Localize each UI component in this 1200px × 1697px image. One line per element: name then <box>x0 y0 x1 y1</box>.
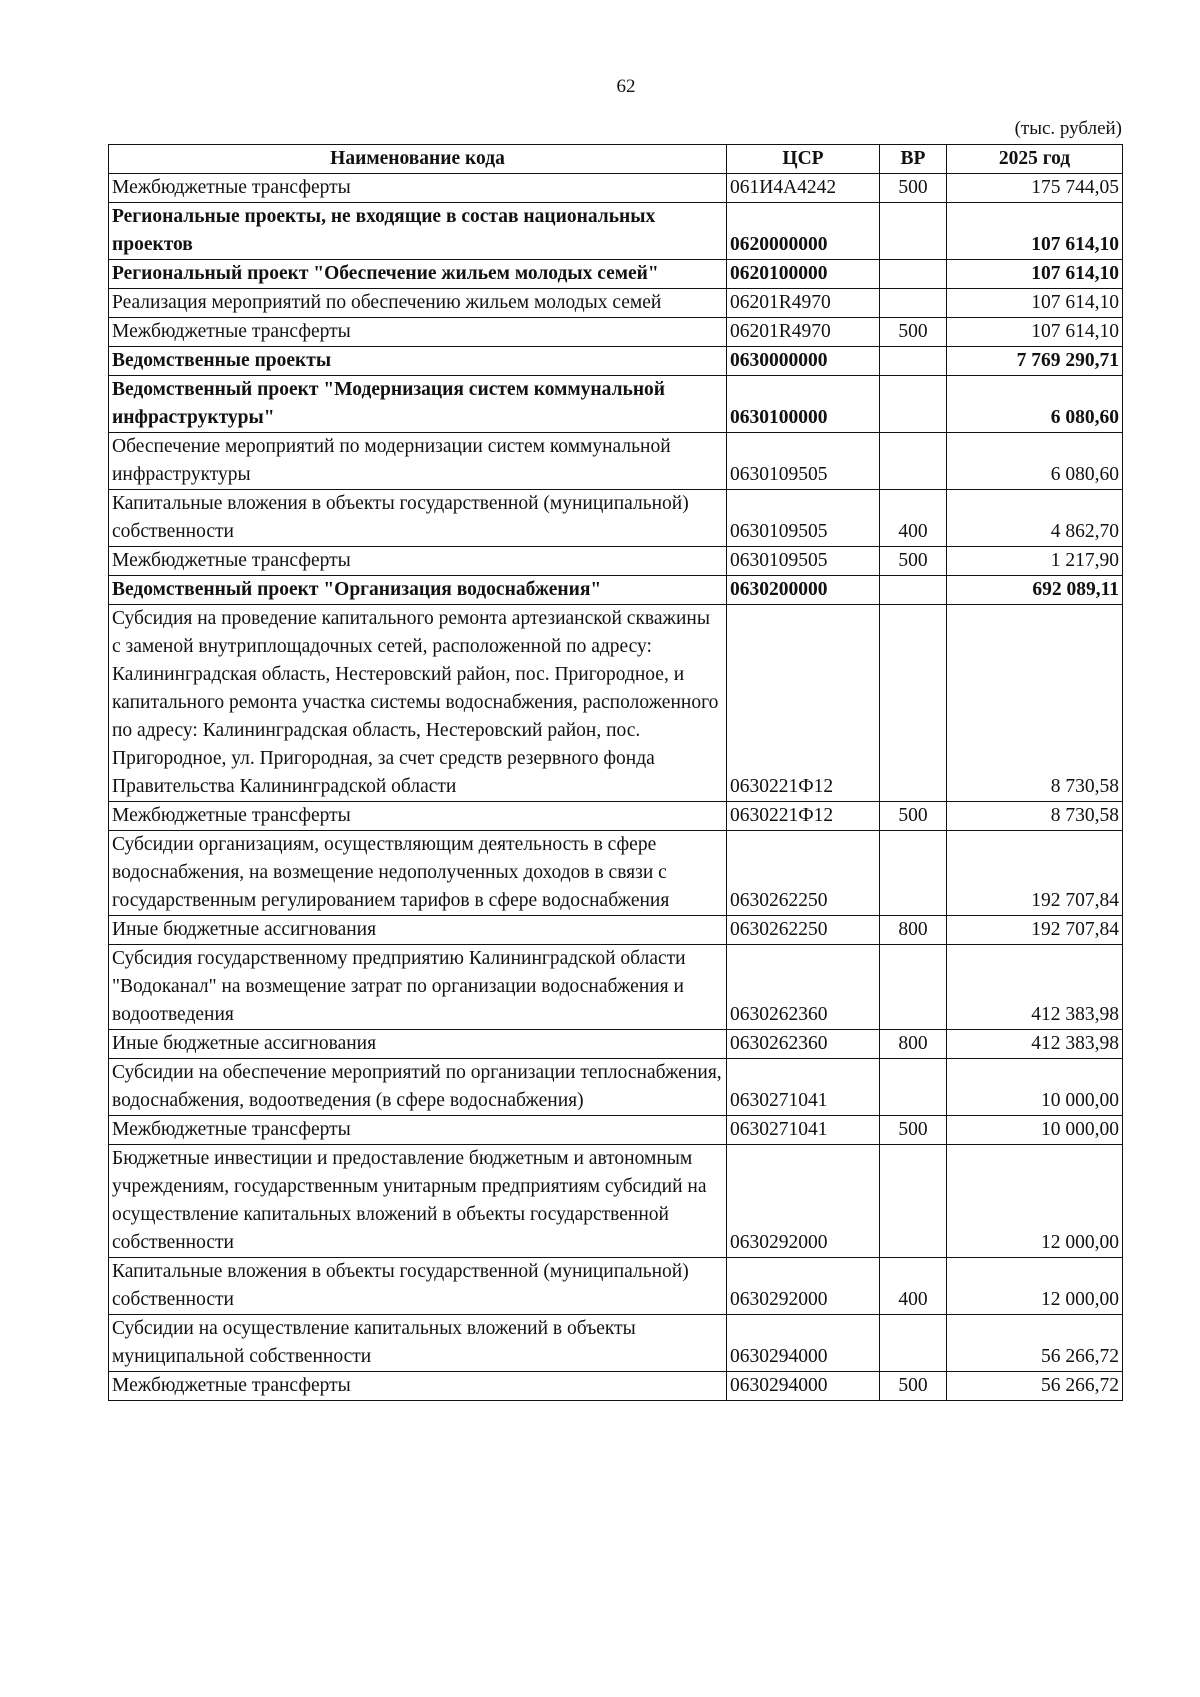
cell-vr: 500 <box>880 547 947 576</box>
cell-amount: 10 000,00 <box>947 1116 1123 1145</box>
table-row <box>109 490 1123 547</box>
cell-name: Субсидии на обеспечение мероприятий по организации теплоснабжения, водоснабжения, водоотведения (в сфере водоснабжения) <box>109 1059 727 1116</box>
cell-amount: 107 614,10 <box>947 318 1123 347</box>
cell-name: Субсидия на проведение капитального ремонта артезианской скважины с заменой внутриплощадочных сетей, расположенной по адресу: Калининградская область, Нестеровский район, пос. Пригородное, и капитального ремонта участка системы водоснабжения, расположенного по адресу: Калининградская область, Нестеровский район, пос. Пригородное, ул. Пригородная, за счет средств резервного фонда Правительства Калининградской области <box>109 605 727 802</box>
table-row <box>109 1258 1123 1315</box>
cell-name: Реализация мероприятий по обеспечению жильем молодых семей <box>109 289 727 318</box>
cell-vr <box>880 289 947 318</box>
cell-amount: 7 769 290,71 <box>947 347 1123 376</box>
cell-amount: 12 000,00 <box>947 1258 1123 1315</box>
cell-csr: 0630294000 <box>727 1372 880 1401</box>
cell-name: Капитальные вложения в объекты государственной (муниципальной) собственности <box>109 1258 727 1315</box>
cell-amount: 692 089,11 <box>947 576 1123 605</box>
cell-vr <box>880 433 947 490</box>
units-note: (тыс. рублей) <box>1014 118 1122 139</box>
cell-name: Региональные проекты, не входящие в состав национальных проектов <box>109 203 727 260</box>
cell-amount: 1 217,90 <box>947 547 1123 576</box>
cell-vr <box>880 1315 947 1372</box>
cell-vr: 500 <box>880 1372 947 1401</box>
cell-amount: 8 730,58 <box>947 605 1123 802</box>
cell-vr: 800 <box>880 1030 947 1059</box>
table-row <box>109 347 1123 376</box>
cell-amount: 56 266,72 <box>947 1372 1123 1401</box>
cell-amount: 107 614,10 <box>947 203 1123 260</box>
cell-csr: 0630100000 <box>727 376 880 433</box>
cell-csr: 0630294000 <box>727 1315 880 1372</box>
cell-csr: 0620100000 <box>727 260 880 289</box>
cell-amount: 192 707,84 <box>947 916 1123 945</box>
table-row <box>109 289 1123 318</box>
table-row <box>109 1030 1123 1059</box>
cell-name: Капитальные вложения в объекты государственной (муниципальной) собственности <box>109 490 727 547</box>
cell-name: Межбюджетные трансферты <box>109 1116 727 1145</box>
cell-name: Бюджетные инвестиции и предоставление бюджетным и автономным учреждениям, государственным унитарным предприятиям субсидий на осуществление капитальных вложений в объекты государственной собственности <box>109 1145 727 1258</box>
cell-name: Иные бюджетные ассигнования <box>109 916 727 945</box>
cell-csr: 0630200000 <box>727 576 880 605</box>
cell-csr: 061И4А4242 <box>727 174 880 203</box>
cell-name: Обеспечение мероприятий по модернизации систем коммунальной инфраструктуры <box>109 433 727 490</box>
cell-csr: 0630292000 <box>727 1258 880 1315</box>
table-row <box>109 831 1123 916</box>
cell-amount: 175 744,05 <box>947 174 1123 203</box>
cell-vr: 500 <box>880 1116 947 1145</box>
cell-csr: 0620000000 <box>727 203 880 260</box>
cell-csr: 0630109505 <box>727 547 880 576</box>
table-row <box>109 1315 1123 1372</box>
cell-csr: 0630271041 <box>727 1059 880 1116</box>
table-row <box>109 318 1123 347</box>
cell-csr: 0630000000 <box>727 347 880 376</box>
cell-name: Субсидия государственному предприятию Калининградской области "Водоканал" на возмещение затрат по организации водоснабжения и водоотведения <box>109 945 727 1030</box>
cell-amount: 107 614,10 <box>947 260 1123 289</box>
table-row <box>109 802 1123 831</box>
cell-vr <box>880 376 947 433</box>
budget-table <box>108 144 1123 1401</box>
cell-csr: 0630271041 <box>727 1116 880 1145</box>
column-header-name: Наименование кода <box>109 145 727 174</box>
cell-name: Межбюджетные трансферты <box>109 174 727 203</box>
cell-name: Ведомственный проект "Организация водоснабжения" <box>109 576 727 605</box>
cell-name: Ведомственный проект "Модернизация систем коммунальной инфраструктуры" <box>109 376 727 433</box>
table-row <box>109 1059 1123 1116</box>
cell-csr: 0630221Ф12 <box>727 605 880 802</box>
cell-name: Межбюджетные трансферты <box>109 318 727 347</box>
table-row <box>109 1372 1123 1401</box>
cell-vr <box>880 347 947 376</box>
cell-csr: 0630292000 <box>727 1145 880 1258</box>
table-row <box>109 916 1123 945</box>
column-header-vr: ВР <box>880 145 947 174</box>
table-row <box>109 203 1123 260</box>
page-number: 62 <box>616 76 636 97</box>
cell-vr: 800 <box>880 916 947 945</box>
cell-amount: 6 080,60 <box>947 433 1123 490</box>
table-row <box>109 1116 1123 1145</box>
table-row <box>109 547 1123 576</box>
table-header-row <box>109 145 1123 174</box>
column-header-amount: 2025 год <box>947 145 1123 174</box>
cell-csr: 0630262250 <box>727 831 880 916</box>
cell-name: Ведомственные проекты <box>109 347 727 376</box>
table-row <box>109 433 1123 490</box>
cell-vr: 500 <box>880 174 947 203</box>
cell-csr: 0630221Ф12 <box>727 802 880 831</box>
cell-vr <box>880 1145 947 1258</box>
table-row <box>109 174 1123 203</box>
column-header-csr: ЦСР <box>727 145 880 174</box>
cell-vr <box>880 831 947 916</box>
cell-csr: 0630262360 <box>727 945 880 1030</box>
cell-amount: 56 266,72 <box>947 1315 1123 1372</box>
table-row <box>109 376 1123 433</box>
cell-csr: 06201R4970 <box>727 318 880 347</box>
cell-amount: 6 080,60 <box>947 376 1123 433</box>
cell-amount: 412 383,98 <box>947 945 1123 1030</box>
cell-csr: 0630262250 <box>727 916 880 945</box>
cell-csr: 0630109505 <box>727 433 880 490</box>
table-row <box>109 945 1123 1030</box>
cell-name: Иные бюджетные ассигнования <box>109 1030 727 1059</box>
cell-vr <box>880 1059 947 1116</box>
cell-name: Субсидии организациям, осуществляющим деятельность в сфере водоснабжения, на возмещение недополученных доходов в связи с государственным регулированием тарифов в сфере водоснабжения <box>109 831 727 916</box>
cell-csr: 0630109505 <box>727 490 880 547</box>
cell-amount: 8 730,58 <box>947 802 1123 831</box>
table-row <box>109 260 1123 289</box>
table-body <box>109 174 1123 1401</box>
cell-vr: 400 <box>880 1258 947 1315</box>
cell-name: Межбюджетные трансферты <box>109 547 727 576</box>
cell-amount: 12 000,00 <box>947 1145 1123 1258</box>
cell-amount: 10 000,00 <box>947 1059 1123 1116</box>
cell-vr <box>880 203 947 260</box>
cell-name: Межбюджетные трансферты <box>109 802 727 831</box>
table-row <box>109 1145 1123 1258</box>
cell-vr: 500 <box>880 318 947 347</box>
table-row <box>109 576 1123 605</box>
cell-vr <box>880 260 947 289</box>
cell-amount: 4 862,70 <box>947 490 1123 547</box>
cell-vr: 500 <box>880 802 947 831</box>
cell-amount: 192 707,84 <box>947 831 1123 916</box>
cell-name: Субсидии на осуществление капитальных вложений в объекты муниципальной собственности <box>109 1315 727 1372</box>
cell-amount: 412 383,98 <box>947 1030 1123 1059</box>
cell-name: Региональный проект "Обеспечение жильем молодых семей" <box>109 260 727 289</box>
cell-vr <box>880 605 947 802</box>
cell-name: Межбюджетные трансферты <box>109 1372 727 1401</box>
cell-amount: 107 614,10 <box>947 289 1123 318</box>
cell-vr <box>880 576 947 605</box>
table-row <box>109 605 1123 802</box>
cell-vr: 400 <box>880 490 947 547</box>
cell-csr: 0630262360 <box>727 1030 880 1059</box>
cell-vr <box>880 945 947 1030</box>
cell-csr: 06201R4970 <box>727 289 880 318</box>
